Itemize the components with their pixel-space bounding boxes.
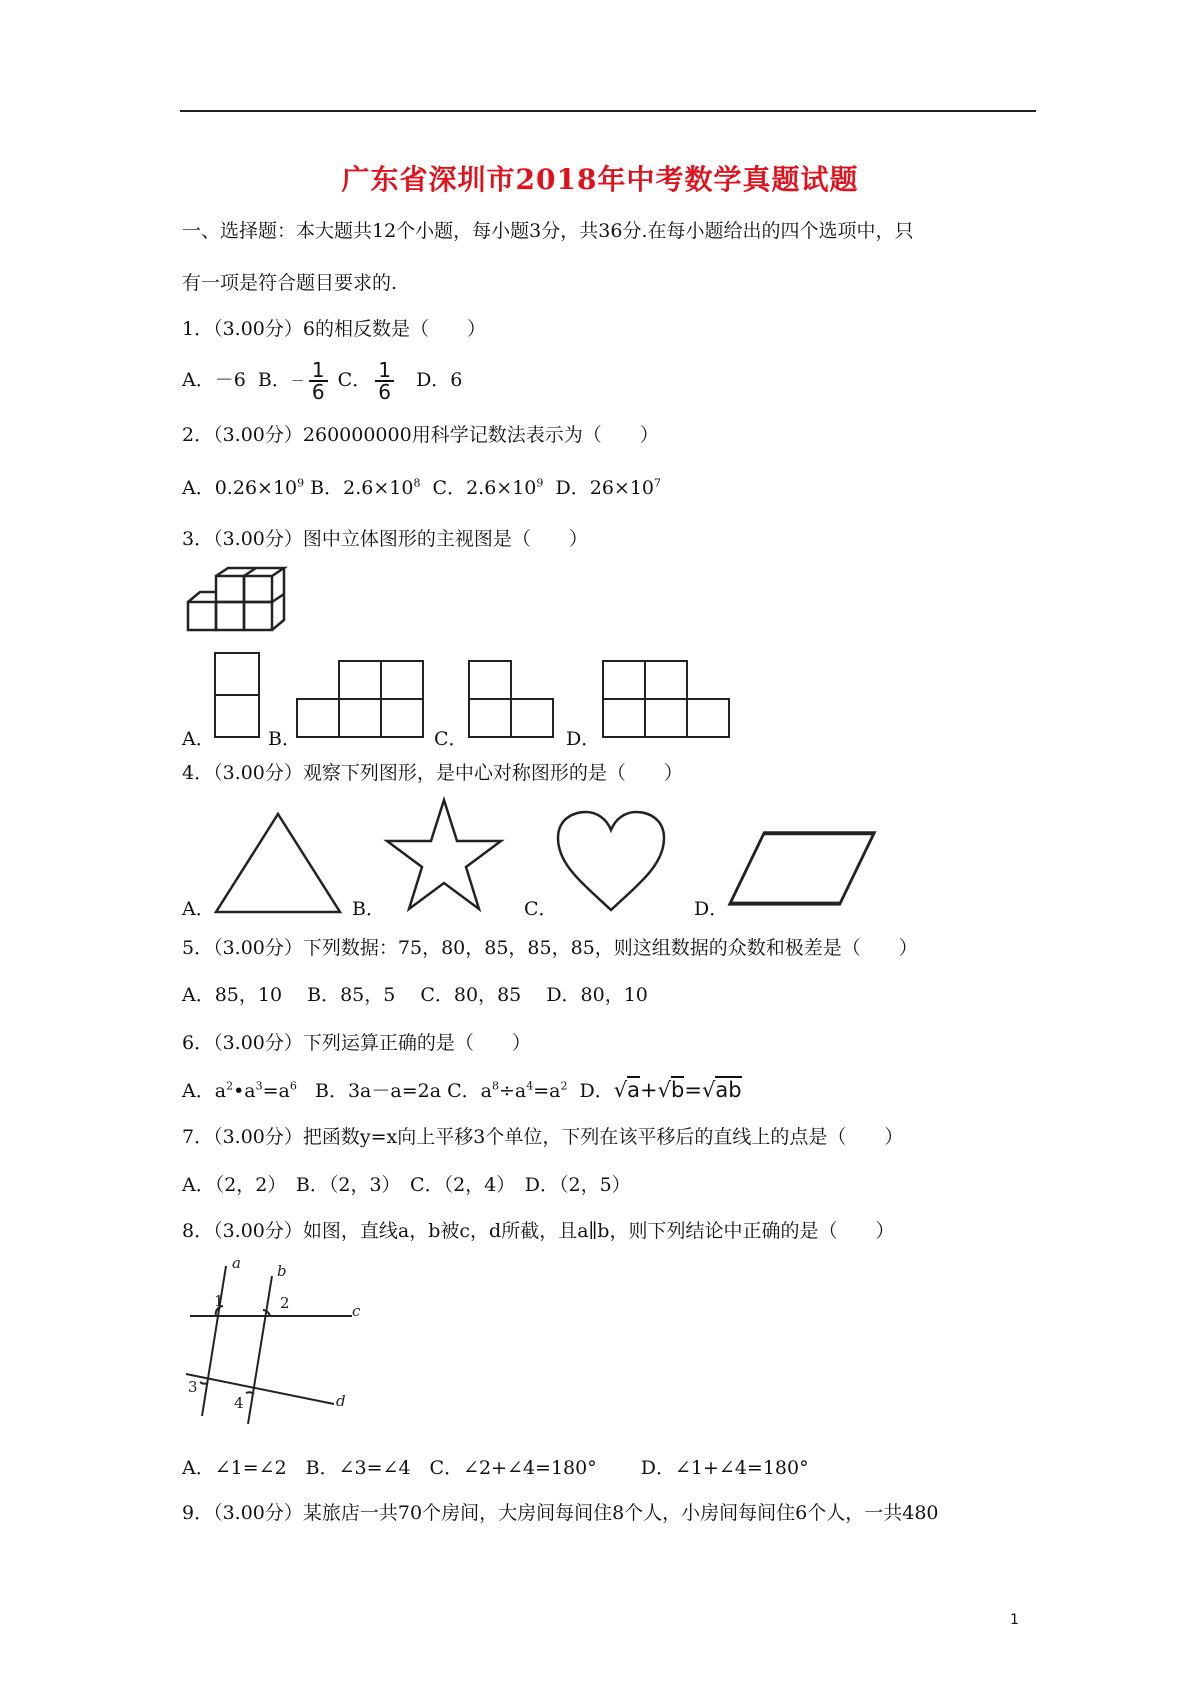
page-title: 广东省深圳市2018年中考数学真题试题 xyxy=(341,163,859,196)
section-header-line1: 一、选择题：本大题共12个小题，每小题3分，共36分.在每小题给出的四个选项中，只 xyxy=(182,220,914,242)
q3-option-d-figure xyxy=(602,660,734,740)
q2-options xyxy=(182,475,661,501)
q8-options: A．∠1=∠2 B．∠3=∠4 C．∠2+∠4=180° D．∠1+∠4=180° xyxy=(182,1457,809,1479)
q7-stem: 7．（3.00分）把函数y=x向上平移3个单位，下列在该平移后的直线上的点是（ ） xyxy=(182,1126,904,1148)
q3-option-b-figure xyxy=(296,660,428,740)
q8-stem: 8．（3.00分）如图，直线a，b被c，d所截，且a∥b，则下列结论中正确的是（ ） xyxy=(182,1220,895,1242)
q6-option-a: A．$a^2•a^3=a^6$ xyxy=(182,1079,297,1102)
q3-solid-figure xyxy=(186,568,296,632)
q4-option-d-label: D． xyxy=(694,898,729,920)
q2-option-c: C．$2.6\times 10^9$ xyxy=(432,476,544,499)
page-number: 1 xyxy=(1010,1612,1019,1628)
q6-option-c: C．$a^8\div a^4=a^2$ xyxy=(447,1079,568,1102)
section-header-line2: 有一项是符合题目要求的. xyxy=(182,272,398,294)
fig-label-4: 4 xyxy=(234,1394,244,1412)
star-shape xyxy=(384,798,504,912)
q1-option-b-sign: － xyxy=(290,374,305,390)
q8-parallel-lines-figure xyxy=(184,1256,364,1426)
q3-option-c-figure xyxy=(468,660,560,740)
fig-label-a: a xyxy=(232,1254,241,1272)
fig-label-2: 2 xyxy=(280,1294,290,1312)
heart-shape xyxy=(556,810,666,914)
fig-label-3: 3 xyxy=(188,1378,198,1396)
q1-stem: 1．（3.00分）6的相反数是（ ） xyxy=(182,318,486,340)
triangle-shape xyxy=(214,812,344,916)
header-rule xyxy=(180,110,1036,112)
fig-label-d: d xyxy=(336,1392,346,1410)
q9-stem: 9．（3.00分）某旅店一共70个房间，大房间每间住8个人，小房间每间住6个人，一共480 xyxy=(182,1502,939,1524)
q3-option-a-label: A． xyxy=(182,728,215,750)
q1-option-a: A．－6 xyxy=(182,369,246,391)
q3-option-d-label: D． xyxy=(566,728,601,750)
q1-option-c-label: C． xyxy=(337,369,372,391)
q5-stem: 5．（3.00分）下列数据：75，80，85，85，85，则这组数据的众数和极差是（ ） xyxy=(182,937,918,959)
q3-stem: 3．（3.00分）图中立体图形的主视图是（ ） xyxy=(182,528,588,550)
q1-option-b-label: B． xyxy=(257,369,291,391)
q4-option-a-label: A． xyxy=(182,898,215,920)
q6-options xyxy=(182,1077,742,1104)
fig-label-1: 1 xyxy=(214,1292,224,1310)
q6-stem: 6．（3.00分）下列运算正确的是（ ） xyxy=(182,1032,531,1054)
q2-stem: 2．（3.00分）260000000用科学记数法表示为（ ） xyxy=(182,424,659,446)
q1-option-b-fraction: $\frac{1}{6}$ xyxy=(309,360,328,402)
q1-option-c-fraction: $\frac{1}{6}$ xyxy=(375,360,394,402)
q6-option-d: D．√a+√b=√ab xyxy=(579,1078,742,1102)
q4-stem: 4．（3.00分）观察下列图形，是中心对称图形的是（ ） xyxy=(182,762,683,784)
q3-option-a-figure xyxy=(214,652,262,738)
q2-option-d: D．$26\times 10^7$ xyxy=(555,476,662,499)
fig-label-c: c xyxy=(352,1302,361,1320)
q4-option-c-label: C． xyxy=(524,898,558,920)
q2-option-a: A．$0.26\times 10^9$ xyxy=(182,476,305,499)
q5-options: A．85，10 B．85，5 C．80，85 D．80，10 xyxy=(182,984,648,1006)
q1-options xyxy=(182,360,462,402)
q3-option-b-label: B． xyxy=(268,728,301,750)
fig-label-b: b xyxy=(277,1262,287,1280)
q2-option-b: B．$2.6\times 10^8$ xyxy=(310,476,421,499)
q3-option-c-label: C． xyxy=(434,728,468,750)
q6-option-b: B．3a－a=2a xyxy=(314,1080,442,1102)
q7-options: A．（2，2） B．（2，3） C．（2，4） D．（2，5） xyxy=(182,1174,631,1196)
q1-option-d: D．6 xyxy=(416,369,463,391)
q4-option-b-label: B． xyxy=(352,898,385,920)
parallelogram-shape xyxy=(728,864,878,914)
